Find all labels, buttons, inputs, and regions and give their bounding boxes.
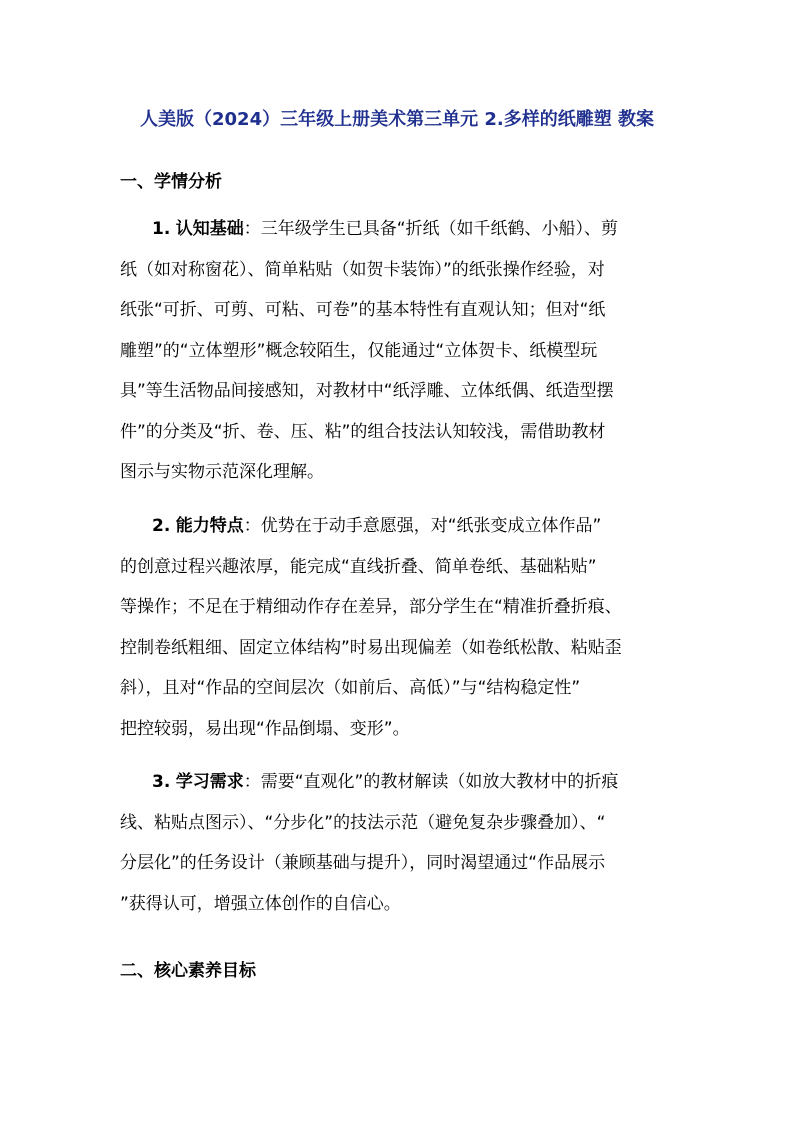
paragraph-line (120, 209, 676, 250)
paragraph-line: 图示与实物示范深化理解。 (120, 462, 324, 482)
section-heading-core-literacy-goals: 二、核心素养目标 (120, 961, 256, 981)
paragraph-line: 斜），且对“作品的空间层次（如前后、高低）”与“结构稳定性” (120, 678, 581, 698)
paragraph-line: 把控较弱，易出现“作品倒塌、变形”。 (120, 718, 410, 739)
paragraph-line: 线、粘贴点图示）、“分步化”的技法示范（避免复杂步骤叠加）、“ (120, 812, 606, 833)
paragraph-line: 具”等生活物品间接感知，对教材中“纸浮雕、立体纸偶、纸造型摆 (120, 381, 614, 401)
paragraph-line (120, 762, 676, 803)
item-text: ：需要“直观化”的教材解读（如放大教材中的折痕 (243, 772, 619, 792)
paragraph-line: 分层化”的任务设计（兼顾基础与提升），同时渴望通过“作品展示 (120, 853, 606, 873)
list-item-learning-needs (120, 762, 676, 924)
item-term: 认知基础 (175, 219, 244, 239)
paragraph-line: ”获得认可，增强立体创作的自信心。 (120, 893, 401, 914)
item-term: 学习需求 (175, 772, 244, 792)
item-term: 能力特点 (175, 516, 244, 536)
paragraph-line: 雕塑”的“立体塑形”概念较陌生，仅能通过“立体贺卡、纸模型玩 (120, 340, 598, 361)
list-item-ability-traits (120, 506, 676, 749)
item-number: 3. (152, 772, 171, 792)
item-text: ：三年级学生已具备“折纸（如千纸鹤、小船）、剪 (243, 219, 619, 239)
paragraph-line: 纸（如对称窗花）、简单粘贴（如贺卡装饰）”的纸张操作经验，对 (120, 259, 605, 280)
paragraph-line: 等操作；不足在于精细动作存在差异，部分学生在“精准折叠折痕、 (120, 597, 622, 617)
paragraph-line: 控制卷纸粗细、固定立体结构”时易出现偏差（如卷纸松散、粘贴歪 (120, 637, 622, 658)
list-item-cognitive-basis (120, 209, 676, 493)
item-number: 1. (152, 219, 171, 239)
item-text: ：优势在于动手意愿强，对“纸张变成立体作品” (243, 516, 602, 536)
paragraph-line (120, 506, 676, 547)
document-title: 人美版（2024）三年级上册美术第三单元 2.多样的纸雕塑 教案 (140, 109, 654, 130)
paragraph-line: 的创意过程兴趣浓厚，能完成“直线折叠、简单卷纸、基础粘贴” (120, 556, 597, 577)
paragraph-line: 件”的分类及“折、卷、压、粘”的组合技法认知较浅，需借助教材 (120, 421, 606, 442)
item-number: 2. (152, 516, 171, 536)
paragraph-line: 纸张“可折、可剪、可粘、可卷”的基本特性有直观认知；但对“纸 (120, 300, 606, 320)
section-heading-learner-analysis: 一、学情分析 (120, 172, 222, 192)
